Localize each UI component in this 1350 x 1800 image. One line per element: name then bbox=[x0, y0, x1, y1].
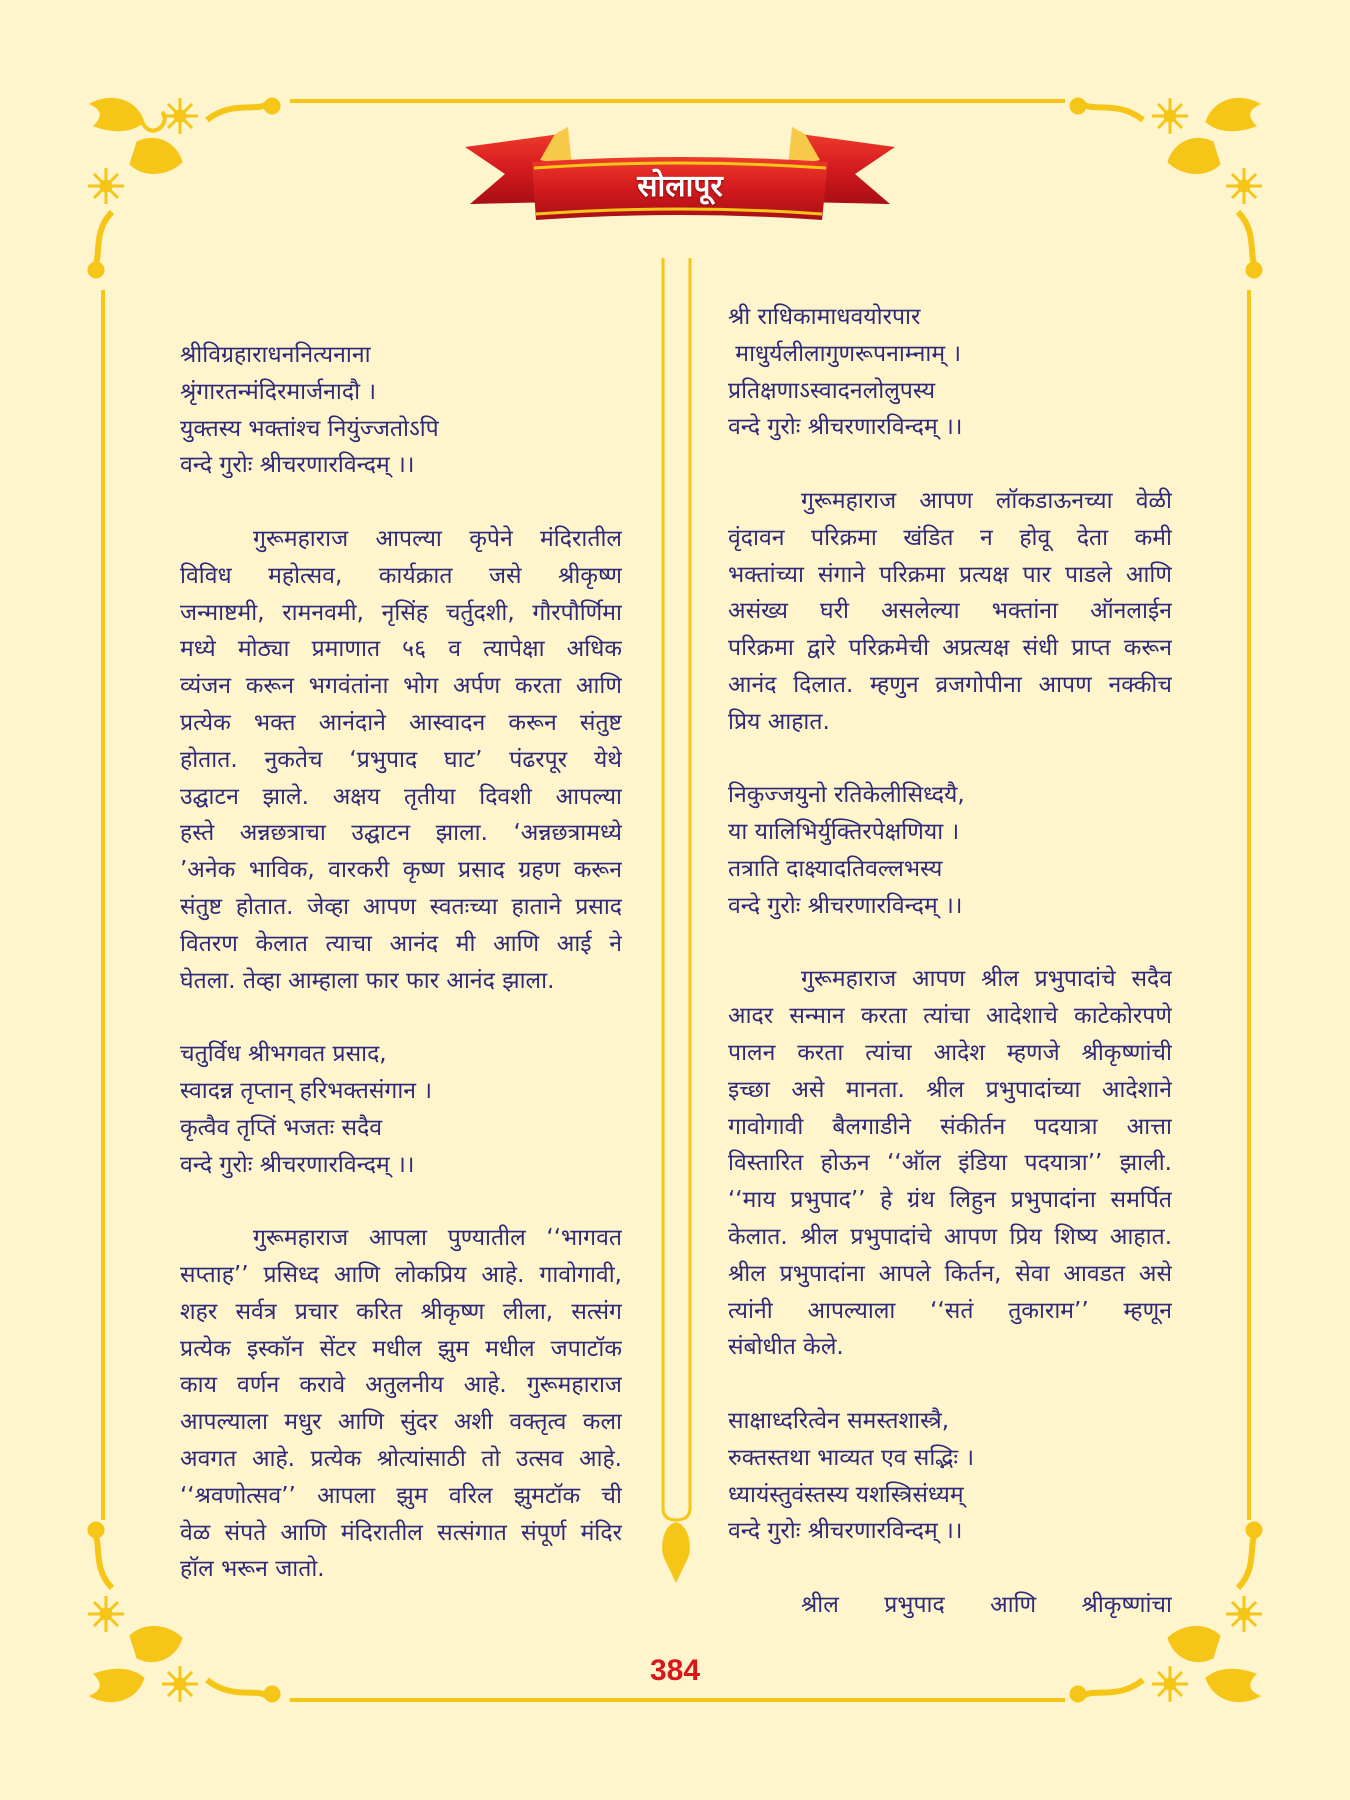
paragraph-line: वेळ संपते आणि मंदिरातील सत्संगात संपूर्ण मंदिर bbox=[180, 1519, 622, 1546]
verse bbox=[728, 1403, 1172, 1550]
verse-line: रुक्तस्तथा भाव्यत एव सद्भिः । bbox=[728, 1444, 975, 1471]
paragraph-line: संतुष्ट होतात. जेव्हा आपण स्वतःच्या हाताने प्रसाद bbox=[180, 893, 622, 920]
paragraph-line: गुरूमहाराज आपण लॉकडाऊनच्या वेळी bbox=[801, 487, 1172, 514]
verse-line: या यालिभिर्युक्तिरपेक्षणिया । bbox=[728, 819, 960, 846]
paragraph-line: श्रील प्रभुपादांना आपले किर्तन, सेवा आवडत असे bbox=[728, 1260, 1172, 1287]
verse-line: युक्तस्य भक्तांश्च नियुंज्जतोऽपि bbox=[180, 415, 439, 442]
paragraph-line: गुरूमहाराज आपल्या कृपेने मंदिरातील bbox=[253, 525, 622, 552]
paragraph-line: वृंदावन परिक्रमा खंडित न होवू देता कमी bbox=[728, 524, 1172, 551]
verse-line: साक्षाध्दरित्वेन समस्तशास्त्रै, bbox=[728, 1407, 950, 1434]
verse-line: तत्राति दाक्ष्यादतिवल्लभस्य bbox=[728, 855, 943, 882]
paragraph-line: होतात. नुकतेच ‘प्रभुपाद घाट’ पंढरपूर येथे bbox=[180, 746, 622, 773]
verse bbox=[728, 299, 1172, 446]
verse-line: वन्दे गुरोः श्रीचरणारविन्दम् ।। bbox=[728, 414, 963, 441]
paragraph-line: असंख्य घरी असलेल्या भक्तांना ऑनलाईन bbox=[728, 598, 1172, 625]
paragraph-line: उद्घाटन झाले. अक्षय तृतीया दिवशी आपल्या bbox=[180, 783, 622, 810]
verse-line: माधुर्यलीलागुणरूपनाम्नाम् । bbox=[728, 340, 962, 367]
paragraph-line: विविध महोत्सव, कार्यक्रात जसे श्रीकृष्ण bbox=[180, 562, 622, 589]
frame-right-line bbox=[1247, 290, 1251, 1520]
verse-line: ध्यायंस्तुवंस्तस्य यशस्त्रिसंध्यम् bbox=[728, 1481, 964, 1508]
paragraph-line: केलात. श्रील प्रभुपादांचे आपण प्रिय शिष्य आहात. bbox=[728, 1223, 1172, 1250]
paragraph-line: गुरूमहाराज आपला पुण्यातील ‘‘भागवत bbox=[253, 1225, 622, 1252]
paragraph bbox=[180, 1220, 622, 1588]
paragraph bbox=[728, 483, 1172, 741]
paragraph-line: जन्माष्टमी, रामनवमी, नृसिंह चर्तुदशी, गौरपौर्णिमा bbox=[180, 599, 622, 626]
corner-ornament-icon bbox=[82, 82, 297, 297]
verse-line: श्रृंगारतन्मंदिरमार्जनादौ । bbox=[180, 378, 377, 405]
paragraph-line: गुरूमहाराज आपण श्रील प्रभुपादांचे सदैव bbox=[801, 966, 1172, 993]
paragraph bbox=[728, 961, 1172, 1366]
paragraph-line: हस्ते अन्नछत्राचा उद्घाटन झाला. ‘अन्नछत्रामध्ये bbox=[180, 820, 622, 847]
paragraph-line: वितरण केलात त्याचा आनंद मी आणि आई ने bbox=[180, 930, 622, 957]
frame-bottom-line bbox=[290, 1698, 1065, 1702]
verse bbox=[180, 1036, 622, 1183]
paragraph-line: ‘‘माय प्रभुपाद’’ हे ग्रंथ लिहुन प्रभुपादांना समर्पित bbox=[728, 1187, 1172, 1214]
paragraph-line: प्रत्येक भक्त आनंदाने आस्वादन करून संतुष्ट bbox=[180, 709, 622, 736]
paragraph-line: व्यंजन करून भगवंतांना भोग अर्पण करता आणि bbox=[180, 673, 622, 700]
paragraph-line: प्रिय आहात. bbox=[728, 708, 830, 735]
paragraph-line: परिक्रमा द्वारे परिक्रमेची अप्रत्यक्ष संधी प्राप्त करून bbox=[728, 635, 1172, 662]
paragraph bbox=[180, 521, 622, 999]
verse bbox=[728, 777, 1172, 924]
paragraph-line: मध्ये मोठ्या प्रमाणात ५६ व त्यापेक्षा अधिक bbox=[180, 636, 622, 663]
paragraph-line: प्रत्येक इस्कॉन सेंटर मधील झुम मधील जपाटॉक bbox=[180, 1335, 622, 1362]
right-column bbox=[728, 299, 1172, 1624]
paragraph-line: इच्छा असे मानता. श्रील प्रभुपादांच्या आदेशाने bbox=[728, 1076, 1172, 1103]
verse-line: वन्दे गुरोः श्रीचरणारविन्दम् ।। bbox=[180, 452, 415, 479]
paragraph-line: आपल्याला मधुर आणि सुंदर अशी वक्तृत्व कला bbox=[180, 1409, 622, 1436]
verse-line: श्रीविग्रहाराधननित्यनाना bbox=[180, 342, 371, 368]
paragraph-line: ‘‘श्रवणोत्सव’’ आपला झुम वरिल झुमटॉक ची bbox=[180, 1482, 622, 1509]
paragraph-line: अवगत आहे. प्रत्येक श्रोत्यांसाठी तो उत्सव आहे. bbox=[180, 1445, 622, 1472]
verse-line: स्वादन्न तृप्तान् हरिभक्तसंगान । bbox=[180, 1077, 433, 1104]
left-column bbox=[180, 337, 622, 1588]
paragraph bbox=[728, 1587, 1172, 1624]
verse-line: वन्दे गुरोः श्रीचरणारविन्दम् ।। bbox=[180, 1151, 415, 1178]
verse bbox=[180, 337, 622, 484]
paragraph-line: घेतला. तेव्हा आम्हाला फार फार आनंद झाला. bbox=[180, 967, 555, 994]
paragraph-line: काय वर्णन करावे अतुलनीय आहे. गुरूमहाराज bbox=[180, 1372, 622, 1399]
paragraph-line: आदर सन्मान करता त्यांचा आदेशाचे काटेकोरपणे bbox=[728, 1003, 1172, 1030]
title-banner bbox=[460, 122, 900, 232]
paragraph-line: आनंद दिलात. म्हणुन व्रजगोपीना आपण नक्कीच bbox=[728, 671, 1172, 698]
verse-line: श्री राधिकामाधवयोरपार bbox=[728, 304, 921, 330]
paragraph-line: त्यांनी आपल्याला ‘‘सतं तुकाराम’’ म्हणून bbox=[728, 1297, 1172, 1324]
paragraph-line: गावोगावी बैलगाडीने संकीर्तन पदयात्रा आत्ता bbox=[728, 1113, 1172, 1140]
paragraph-line: भक्तांच्या संगाने परिक्रमा प्रत्यक्ष पार पाडले आणि bbox=[728, 561, 1172, 588]
verse-line: वन्दे गुरोः श्रीचरणारविन्दम् ।। bbox=[728, 892, 963, 919]
paragraph-line: सप्ताह’’ प्रसिध्द आणि लोकप्रिय आहे. गावोगावी, bbox=[180, 1261, 622, 1288]
paragraph-line: शहर सर्वत्र प्रचार करित श्रीकृष्ण लीला, सत्संग bbox=[180, 1298, 622, 1325]
page-number: 384 bbox=[649, 1654, 701, 1687]
paragraph-line: हॉल भरून जातो. bbox=[180, 1556, 325, 1583]
frame-left-line bbox=[101, 290, 105, 1520]
paragraph-line: विस्तारित होऊन ‘‘ऑल इंडिया पदयात्रा’’ झाली. bbox=[728, 1150, 1172, 1177]
verse-line: चतुर्विध श्रीभगवत प्रसाद, bbox=[180, 1041, 387, 1068]
verse-line: प्रतिक्षणाऽस्वादनलोलुपस्य bbox=[728, 377, 936, 404]
paragraph-line: संबोधीत केले. bbox=[728, 1334, 844, 1361]
paragraph-line: श्रील प्रभुपाद आणि श्रीकृष्णांचा bbox=[801, 1591, 1172, 1618]
corner-ornament-icon bbox=[1053, 82, 1268, 297]
verse-line: कृत्वैव तृप्तिं भजतः सदैव bbox=[180, 1114, 383, 1141]
column-divider bbox=[660, 258, 694, 1588]
verse-line: वन्दे गुरोः श्रीचरणारविन्दम् ।। bbox=[728, 1518, 963, 1545]
frame-top-line bbox=[290, 99, 1065, 103]
paragraph-line: ’अनेक भाविक, वारकरी कृष्ण प्रसाद ग्रहण करून bbox=[180, 857, 622, 884]
paragraph-line: पालन करता त्यांचा आदेश म्हणजे श्रीकृष्णांची bbox=[728, 1039, 1172, 1066]
verse-line: निकुज्जयुनो रतिकेलीसिध्दयै, bbox=[728, 782, 965, 809]
drop-ornament-icon bbox=[662, 1522, 690, 1583]
page-title: सोलापूर bbox=[637, 169, 723, 204]
